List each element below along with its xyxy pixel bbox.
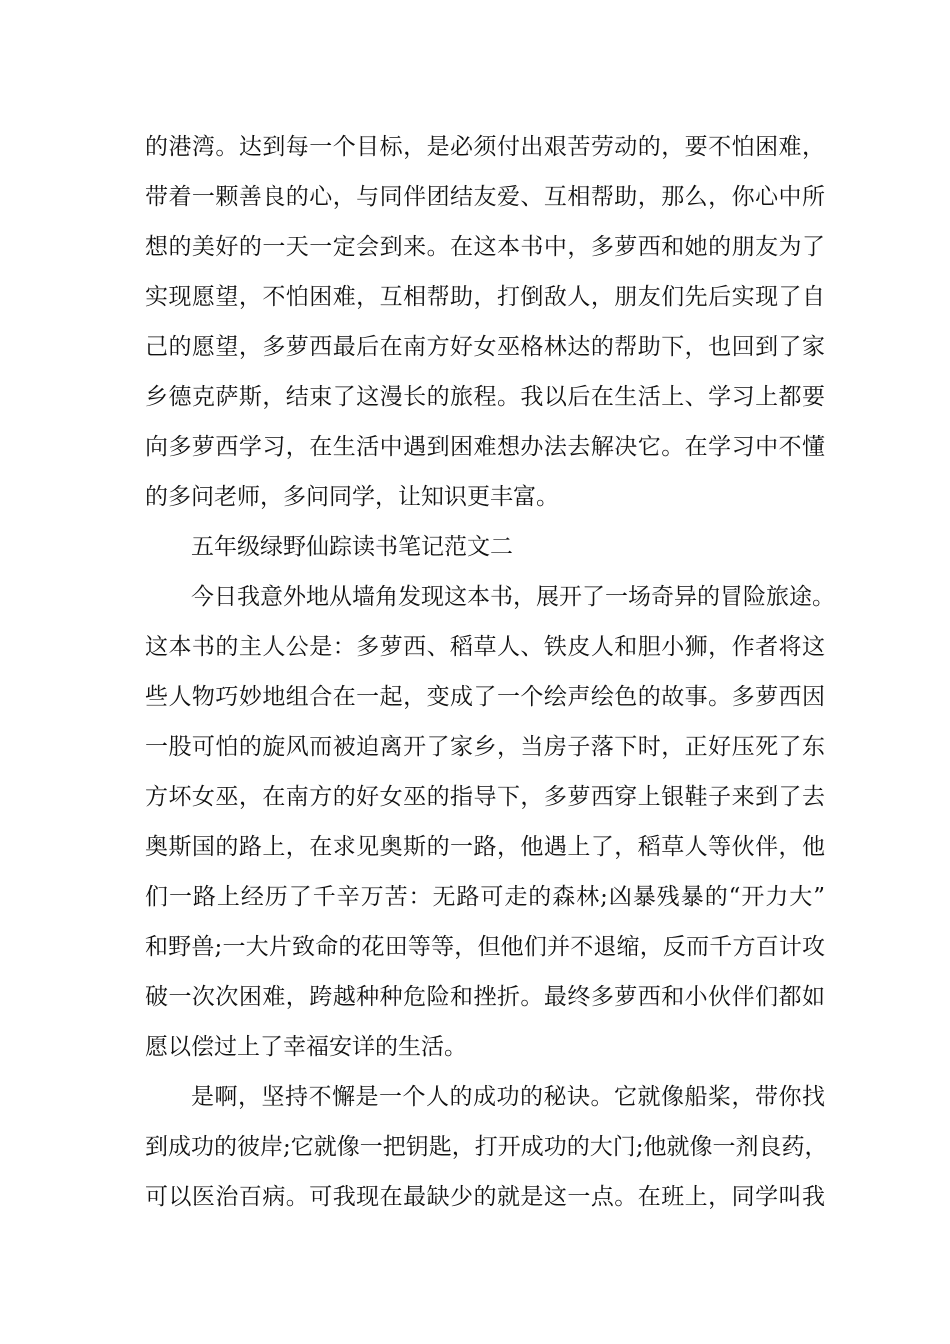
- paragraph-3-line-1: 是啊，坚持不懈是一个人的成功的秘诀。它就像船桨，带你找: [191, 1084, 825, 1110]
- paragraph-3-line-3: 可以医治百病。可我现在最缺少的就是这一点。在班上，同学叫我: [145, 1184, 825, 1210]
- paragraph-2-line-2: 这本书的主人公是：多萝西、稻草人、铁皮人和胆小狮，作者将这: [145, 634, 825, 660]
- paragraph-2-line-5: 方坏女巫，在南方的好女巫的指导下，多萝西穿上银鞋子来到了去: [145, 784, 825, 810]
- paragraph-2-line-1: 今日我意外地从墙角发现这本书，展开了一场奇异的冒险旅途。: [191, 584, 835, 610]
- paragraph-1-line-4: 实现愿望，不怕困难，互相帮助，打倒敌人，朋友们先后实现了自: [145, 284, 825, 310]
- paragraph-2-line-8: 和野兽;一大片致命的花田等等，但他们并不退缩，反而千方百计攻: [145, 934, 825, 960]
- paragraph-3-line-2: 到成功的彼岸;它就像一把钥匙，打开成功的大门;他就像一剂良药，: [145, 1134, 828, 1160]
- paragraph-2-line-9: 破一次次困难，跨越种种危险和挫折。最终多萝西和小伙伴们都如: [145, 984, 825, 1010]
- paragraph-1-line-8: 的多问老师，多问同学，让知识更丰富。: [145, 484, 559, 510]
- paragraph-2-line-3: 些人物巧妙地组合在一起，变成了一个绘声绘色的故事。多萝西因: [145, 684, 825, 710]
- paragraph-1-line-7: 向多萝西学习，在生活中遇到困难想办法去解决它。在学习中不懂: [145, 434, 825, 460]
- paragraph-2-line-4: 一股可怕的旋风而被迫离开了家乡，当房子落下时，正好压死了东: [145, 734, 825, 760]
- paragraph-1-line-5: 己的愿望，多萝西最后在南方好女巫格林达的帮助下，也回到了家: [145, 334, 825, 360]
- paragraph-1-line-3: 想的美好的一天一定会到来。在这本书中，多萝西和她的朋友为了: [145, 234, 825, 260]
- paragraph-1-line-2: 带着一颗善良的心，与同伴团结友爱、互相帮助，那么，你心中所: [145, 184, 825, 210]
- paragraph-1-line-6: 乡德克萨斯，结束了这漫长的旅程。我以后在生活上、学习上都要: [145, 384, 825, 410]
- paragraph-2-line-6: 奥斯国的路上，在求见奥斯的一路，他遇上了，稻草人等伙伴，他: [145, 834, 825, 860]
- paragraph-2-line-7: 们一路上经历了千辛万苦：无路可走的森林;凶暴残暴的“开力大”: [145, 884, 825, 910]
- paragraph-1-line-1: 的港湾。达到每一个目标，是必须付出艰苦劳动的，要不怕困难，: [145, 134, 825, 160]
- paragraph-2-line-10: 愿以偿过上了幸福安详的生活。: [145, 1034, 467, 1060]
- section-heading: 五年级绿野仙踪读书笔记范文二: [191, 534, 513, 560]
